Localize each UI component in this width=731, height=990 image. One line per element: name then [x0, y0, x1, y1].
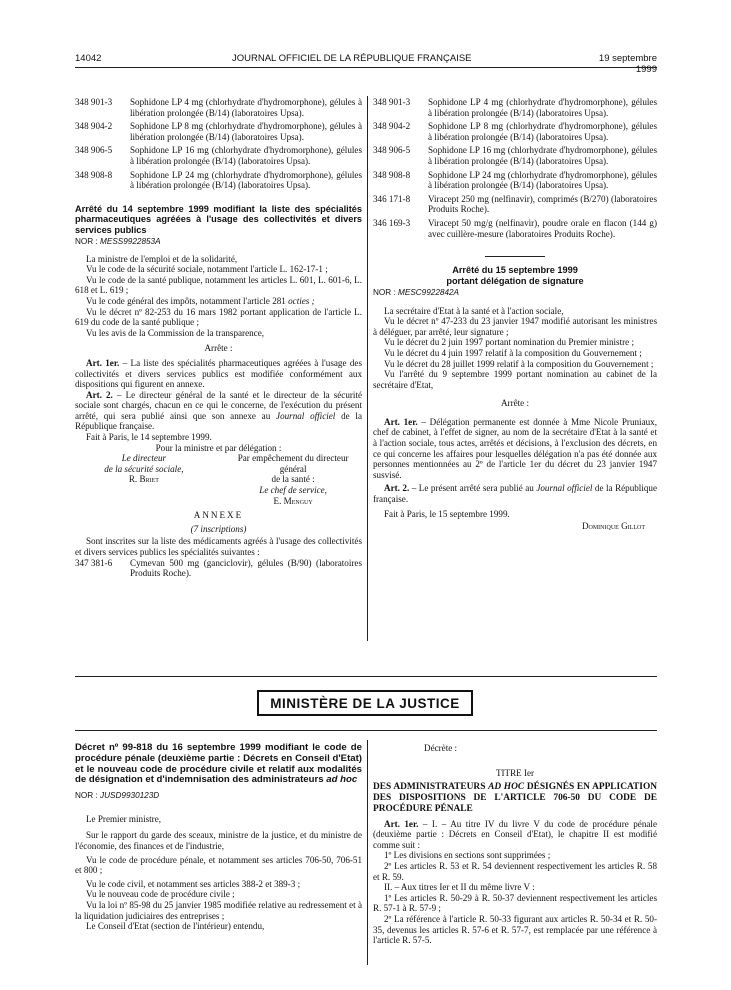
paragraph: Vu le décret nº 82-253 du 16 mars 1982 portant application de l'article L. 619 du code de la santé publique ; [75, 306, 362, 328]
signatory-name: E. Menguy [273, 495, 313, 506]
list-item: 348 908-8 Sophidone LP 24 mg (chlorhydrate d'hydromorphone), gélules à libération prolongée (B/14) (laboratoires Upsa). [75, 169, 362, 191]
page-number: 14042 [75, 53, 102, 64]
arrete-label: Arrête : [500, 398, 530, 409]
paragraph: Vu le décret du 4 juin 1997 relatif à la composition du Gouvernement ; [384, 347, 642, 358]
bottom-right-column [373, 743, 657, 946]
bottom-left-column [75, 743, 362, 932]
decrete-label: Décrète : [424, 743, 458, 753]
list-item: 348 908-8 Sophidone LP 24 mg (chlorhydrate d'hydromorphone), gélules à libération prolongée (B/14) (laboratoires Upsa). [373, 169, 657, 191]
list-item: 346 171-8 Viracept 250 mg (nelfinavir), comprimés (B/270) (laboratoires Produits Roche). [373, 193, 657, 215]
separator [485, 256, 545, 257]
top-left-column [75, 97, 362, 582]
paragraph: Sur le rapport du garde des sceaux, ministre de la justice, et du ministre de l'économie, des finances et de l'industrie, [75, 830, 362, 851]
column-divider-bottom [367, 740, 368, 965]
paragraph: Vu le code civil, et notamment ses articles 388-2 et 389-3 ; [86, 878, 301, 889]
article-1: Art. 1er. – La liste des spécialités pharmaceutiques agréées à l'usage des collectivités et divers services publics est modifiée conformément aux dispositions qui figurent en annexe. [75, 357, 362, 390]
paragraph: 2º La référence à l'article R. 50-33 figurant aux articles R. 50-34 et R. 50-35, devenus les articles R. 57-6 et R. 57-7, est remplacée par une référence à l'article R. 57-5. [373, 913, 657, 946]
list-item: 348 901-3 Sophidone LP 4 mg (chlorhydrate d'hydromorphone), gélules à libération prolongée (B/14) (laboratoires Upsa). [75, 97, 362, 118]
list-item: 348 904-2 Sophidone LP 8 mg (chlorhydrate d'hydromorphone), gélules à libération prolongée (B/14) (laboratoires Upsa). [373, 121, 657, 142]
paragraph: Vu le décret du 28 juillet 1999 relatif à la composition du Gouvernement ; [384, 358, 654, 369]
paragraph: Vu les avis de la Commission de la transparence, [86, 327, 264, 338]
nor-reference: NOR : MESC9922842A [373, 287, 460, 297]
paragraph: Vu le décret du 2 juin 1997 portant nomination du Premier ministre ; [384, 337, 634, 348]
column-divider-top [367, 96, 368, 641]
paragraph: II. – Aux titres Ier et II du même livre V : [384, 882, 535, 893]
header-rule [75, 67, 657, 68]
titre-subheading: DES ADMINISTRATEURS AD HOC DÉSIGNÉS EN APPLICATION DES DISPOSITIONS DE L'ARTICLE 706-50 DU CODE DE PROCÉDURE PÉNALE [373, 782, 658, 814]
nor-reference: NOR : JUSD9930123D [75, 791, 160, 801]
section-rule [75, 730, 657, 731]
arrete-subtitle: portant délégation de signature [446, 275, 584, 286]
arrete-label: Arrête : [204, 343, 233, 354]
article-2: Art. 2. – Le directeur général de la santé et le directeur de la sécurité sociale sont chargés, chacun en ce qui le concerne, de l'exécution du présent arrêté, qui sera publié ainsi que son annexe au Journal officiel de la République française. [75, 389, 363, 432]
paragraph: La secrétaire d'Etat à la santé et à l'action sociale, [384, 305, 564, 316]
annexe-heading: ANNEXE [193, 510, 244, 521]
delegation-line: Pour la ministre et par délégation : [155, 442, 282, 453]
inscriptions-count: (7 inscriptions) [190, 523, 247, 534]
paragraph: Vu le code de procédure pénale, et notamment ses articles 706-50, 706-51 et 800 ; [75, 854, 362, 876]
top-right-column [373, 97, 657, 532]
article-1: Art. 1er. – I. – Au titre IV du livre V du code de procédure pénale (deuxième partie : Décrets en Conseil d'Etat), le chapitre II est modifié comme suit : [373, 818, 657, 850]
list-item: 348 906-5 Sophidone LP 16 mg (chlorhydrate d'hydromorphone), gélules à libération prolongée (B/14) (laboratoires Upsa). [75, 145, 362, 166]
list-item: 348 901-3 Sophidone LP 4 mg (chlorhydrate d'hydromorphone), gélules à libération prolongée (B/14) (laboratoires Upsa). [373, 97, 657, 118]
list-item: 348 904-2 Sophidone LP 8 mg (chlorhydrate d'hydromorphone), gélules à libération prolongée (B/14) (laboratoires Upsa). [75, 121, 362, 142]
journal-title: JOURNAL OFFICIEL DE LA RÉPUBLIQUE FRANÇAISE [232, 53, 472, 64]
paragraph: Le Premier ministre, [86, 813, 162, 824]
article-1: Art. 1er. – Délégation permanente est donnée à Mme Nicole Pruniaux, chef de cabinet, à l'effet de signer, au nom de la secrétaire d'Etat à la santé et à l'action sociale, tous actes, arrêtés et décisions, à l'exclusion des décrets, en ce qui concerne les affaires pour lesquelles délégation n'a pas été donnée aux personnes mentionnées au 2º de l'article 1er du décret du 23 janvier 1947 susvisé. [373, 416, 657, 480]
issue-date: 19 septembre 1999 [598, 53, 657, 75]
paragraph: 1º Les articles R. 50-29 à R. 50-37 deviennent respectivement les articles R. 57-1 à R. 57-9 ; [373, 892, 657, 914]
signatory-name: Dominique Gillot [581, 521, 645, 532]
list-item: 348 906-5 Sophidone LP 16 mg (chlorhydrate d'hydromorphone), gélules à libération prolongée (B/14) (laboratoires Upsa). [373, 145, 657, 166]
paragraph: 2º Les articles R. 53 et R. 54 deviennent respectivement les articles R. 58 et R. 59. [373, 860, 657, 882]
nor-reference: NOR : MESS9922853A [75, 236, 161, 246]
arrete-title: Arrêté du 14 septembre 1999 modifiant la liste des spécialités pharmaceutiques agréées à l'usage des collectivités et divers services publics [75, 203, 362, 235]
fait-a-paris: Fait à Paris, le 15 septembre 1999. [384, 508, 510, 519]
fait-a-paris: Fait à Paris, le 14 septembre 1999. [86, 432, 212, 443]
list-item: 347 381-6 Cymevan 500 mg (ganciclovir), gélules (B/90) (laboratoires Produits Roche). [75, 557, 362, 579]
paragraph: Vu le code général des impôts, notamment l'article 281 octies ; [86, 295, 315, 306]
paragraph: La ministre de l'emploi et de la solidarité, [86, 253, 238, 264]
paragraph: Vu le décret nº 47-233 du 23 janvier 1947 modifié autorisant les ministres à déléguer, par arrêté, leur signature ; [373, 316, 657, 337]
paragraph: Vu la loi nº 85-98 du 25 janvier 1985 modifiée relative au redressement et à la liquidation judiciaires des entreprises ; [75, 899, 362, 921]
signatory-name: R. Briet [128, 474, 159, 485]
paragraph: Vu le nouveau code de procédure civile ; [86, 889, 235, 900]
paragraph: Vu l'arrêté du 9 septembre 1999 portant nomination au cabinet de la secrétaire d'Etat, [373, 369, 657, 390]
paragraph: Le Conseil d'Etat (section de l'intérieur) entendu, [86, 921, 265, 932]
paragraph: Sont inscrites sur la liste des médicaments agréés à l'usage des collectivités et divers services publics les spécialités suivantes : [75, 536, 362, 557]
paragraph: Vu le code de la santé publique, notamment les articles L. 601, L. 601-6, L. 618 et L. 619 ; [75, 274, 362, 296]
article-2: Art. 2. – Le présent arrêté sera publié au Journal officiel de la République française. [373, 483, 657, 505]
paragraph: 1º Les divisions en sections sont supprimées ; [384, 850, 551, 861]
paragraph: Vu le code de la sécurité sociale, notamment l'article L. 162-17-1 ; [86, 264, 328, 275]
arrete-title: Arrêté du 15 septembre 1999 [452, 265, 578, 276]
ministry-banner: MINISTÈRE DE LA JUSTICE [257, 690, 473, 716]
titre-heading: TITRE Ier [495, 767, 535, 778]
list-item: 346 169-3 Viracept 50 mg/g (nelfinavir), poudre orale en flacon (144 g) avec cuillère-mesure (laboratoires Produits Roche). [373, 217, 657, 239]
decret-title: Décret nº 99-818 du 16 septembre 1999 modifiant le code de procédure pénale (deuxième partie : Décrets en Conseil d'Etat) et le nouveau code de procédure civile et relatif aux modalités de désignation et d'indemnisation des administrateurs ad hoc [75, 742, 362, 786]
section-rule [75, 676, 657, 677]
signature-block: Le directeur de la sécurité sociale, R. Briet Par empêchement du directeur général de la santé : Le chef de service, E. Menguy [75, 453, 362, 506]
